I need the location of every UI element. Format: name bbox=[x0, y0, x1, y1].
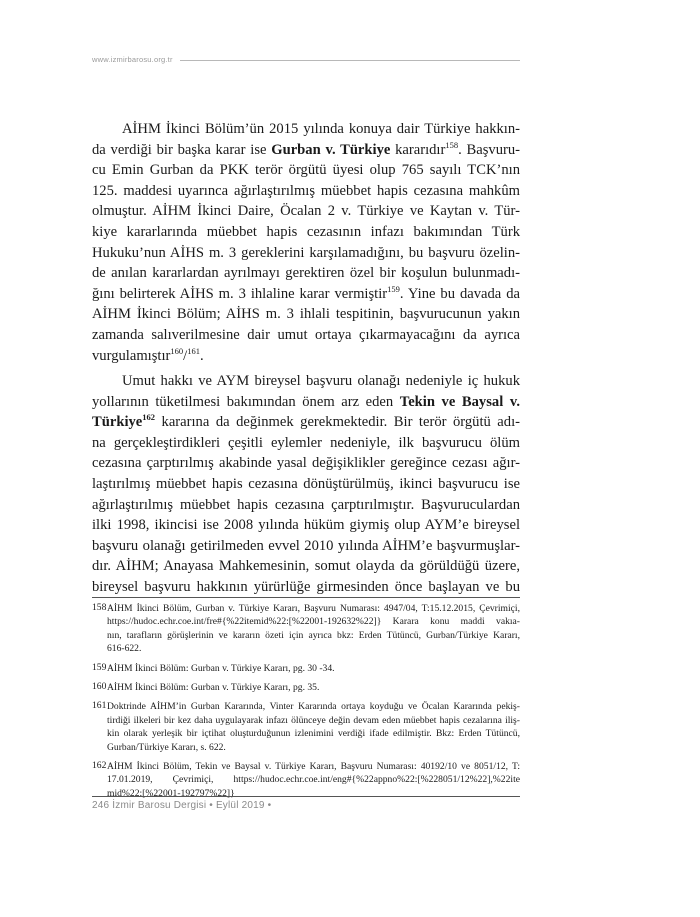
header-url: www.izmirbarosu.org.tr bbox=[92, 55, 173, 64]
paragraph-2 bbox=[92, 371, 520, 598]
footnote-line: nın, tarafların görüşlerinin ve kararın özeti için ayrıca bkz: Erden Tütüncü, Gurban/Türkiye Kararı, bbox=[107, 629, 520, 641]
footnote-ref-159: 159 bbox=[387, 283, 400, 294]
footnote-line: 17.01.2019, Çevrimiçi, https://hudoc.echr.coe.int/eng#{%22appno%22:[%228051/12%22],%22ite bbox=[107, 774, 520, 786]
footnote-number: 162 bbox=[92, 760, 107, 772]
p2-line: ilki 1998, ikincisi ise 2008 yılında hüküm giymiş olup AYM’e bireysel bbox=[92, 517, 520, 534]
page-footer: 246 İzmir Barosu Dergisi • Eylül 2019 • bbox=[92, 800, 272, 811]
running-header bbox=[92, 55, 520, 67]
footnote-ref-162: 162 bbox=[142, 412, 156, 423]
footnote-line: AİHM İkinci Bölüm: Gurban v. Türkiye Kararı, pg. 35. bbox=[107, 682, 320, 694]
header-rule bbox=[180, 60, 520, 61]
footnote-number: 159 bbox=[92, 661, 107, 673]
footnote-line: AİHM İkinci Bölüm, Tekin ve Baysal v. Türkiye Kararı, Başvuru Numarası: 40192/10 ve 8051/12, T: bbox=[107, 761, 520, 773]
p1-line: vurgulamıştır$^{160}$/$^{161}$. bbox=[92, 345, 204, 364]
p1-line: AİHM İkinci Bölüm; AİHS m. 3 ihlali tespitinin, başvurucunun yakın bbox=[92, 306, 520, 323]
footnote-158 bbox=[92, 602, 520, 656]
p2-line: cezasına çarptırılmış akabinde yasal değişiklikler gereğince cezası ağır- bbox=[92, 455, 520, 472]
footnote-line: 616-622. bbox=[107, 643, 142, 655]
footnote-line: AİHM İkinci Bölüm: Gurban v. Türkiye Kararı, pg. 30 -34. bbox=[107, 662, 335, 674]
footnotes bbox=[92, 602, 520, 806]
p1-line: de anılan kararlardan ayrılmayı gerektiren özel bir koşulun bulunmadı- bbox=[92, 265, 520, 282]
footnote-line: mid%22:[%22001-192797%22]} bbox=[107, 787, 235, 799]
footnote-line: kin olarak yerleşik bir içtihat oluşturduğunun izlenimini verdiği ifade edilmiştir. Bkz: Erden Tütüncü, bbox=[107, 728, 520, 740]
p1-line: 125. maddesi uyarınca ağırlaştırılmış müebbet hapis cezasına mahkûm bbox=[92, 182, 520, 199]
p2-line: ağırlaştırılmış müebbet hapis cezasına çarptırılmıştır. Başvuruculardan bbox=[92, 496, 520, 513]
p2-line: na gerçekleştirdikleri çeşitli eylemler nedeniyle, ilk başvurucu ölüm bbox=[92, 434, 520, 451]
p2-line: başvuru olanağı getirilmeden evvel 2010 yılında AİHM’e başvurmuşlar- bbox=[92, 537, 520, 554]
footnote-line: https://hudoc.echr.coe.int/fre#{%22itemid%22:[%22001-192632%22]} Karara konu maddi vakıa- bbox=[107, 616, 520, 628]
footnote-line: Gurban/Türkiye Kararı, s. 622. bbox=[107, 741, 226, 753]
p1-line: ğını belirterek AİHS m. 3 ihlaline karar vermiştir$^{159}$. Yine bu davada da bbox=[92, 283, 520, 302]
p2-line: Türkiye$^{162}$ kararına da değinmek gerekmektedir. Bir terör örgütü adı- bbox=[92, 412, 520, 431]
footnote-line: AİHM İkinci Bölüm, Gurban v. Türkiye Kararı, Başvuru Numarası: 4947/04, T:15.12.2015, Çevrimiçi, bbox=[107, 603, 520, 614]
footnote-line: Doktrinde AİHM’in Gurban Kararında, Vinter Kararında ortaya koyduğu ve Öcalan Kararında pekiş- bbox=[107, 701, 520, 713]
footnote-159 bbox=[92, 662, 520, 675]
p1-line: da verdiği bir başka karar ise Gurban v. Türkiye kararıdır$^{158}$. Başvuru- bbox=[92, 139, 521, 158]
footer-rule bbox=[92, 796, 520, 797]
p1-line: AİHM İkinci Bölüm’ün 2015 yılında konuya dair Türkiye hakkın- bbox=[122, 121, 520, 137]
p1-line: zamanda salıverilmesine dair umut ortaya çıkarmayacağını da ayrıca bbox=[92, 326, 520, 343]
p1-line: kiye kararlarında müebbet hapis cezasının infazı bakımından Türk bbox=[92, 223, 520, 240]
footnote-number: 161 bbox=[92, 700, 107, 712]
footnote-line: tirdiği ilkeleri bir kez daha uygulayarak infazı ölünceye değin devam eden müebbet hapis cezalarına iliş- bbox=[107, 714, 520, 726]
footnote-161 bbox=[92, 700, 520, 754]
footnote-ref-161: 161 bbox=[187, 345, 200, 356]
p1-line: Hukuku’nun AİHS m. 3 gereklerini karşılamadığını, bu başvuru özelin- bbox=[92, 244, 520, 261]
footnote-ref-158: 158 bbox=[445, 139, 459, 150]
footnote-162 bbox=[92, 760, 520, 800]
footnote-number: 158 bbox=[92, 602, 107, 613]
p2-line: Umut hakkı ve AYM bireysel başvuru olanağı nedeniyle iç hukuk bbox=[122, 373, 520, 389]
footnote-160 bbox=[92, 681, 520, 694]
p2-line: dır. AİHM; Anayasa Mahkemesinin, somut olayda da görüldüğü üzere, bbox=[92, 558, 520, 575]
footnote-separator bbox=[92, 597, 520, 598]
p1-line: cu Emin Gurban da PKK terör örgütü üyesi olup 765 sayılı TCK’nın bbox=[92, 162, 520, 179]
paragraph-1 bbox=[92, 119, 520, 366]
case-name-tekin: Tekin ve Baysal v. bbox=[399, 393, 520, 410]
p2-line: yollarının tüketilmesi bakımından önem arz eden Tekin ve Baysal v. bbox=[92, 393, 520, 410]
p2-line: bireysel başvuru hakkının yürürlüğe girmesinden önce başlayan ve bu bbox=[92, 578, 520, 595]
footnote-number: 160 bbox=[92, 681, 107, 693]
footnote-ref-160: 160 bbox=[170, 345, 184, 356]
p1-line: olmuştur. AİHM İkinci Daire, Öcalan 2 v. Türkiye ve Kaytan v. Tür- bbox=[92, 203, 520, 220]
p2-line: laştırılmış müebbet hapis cezasına dönüştürülmüş, ikinci başvurucu ise bbox=[92, 475, 520, 492]
case-name-gurban: Gurban v. Türkiye bbox=[271, 141, 391, 158]
